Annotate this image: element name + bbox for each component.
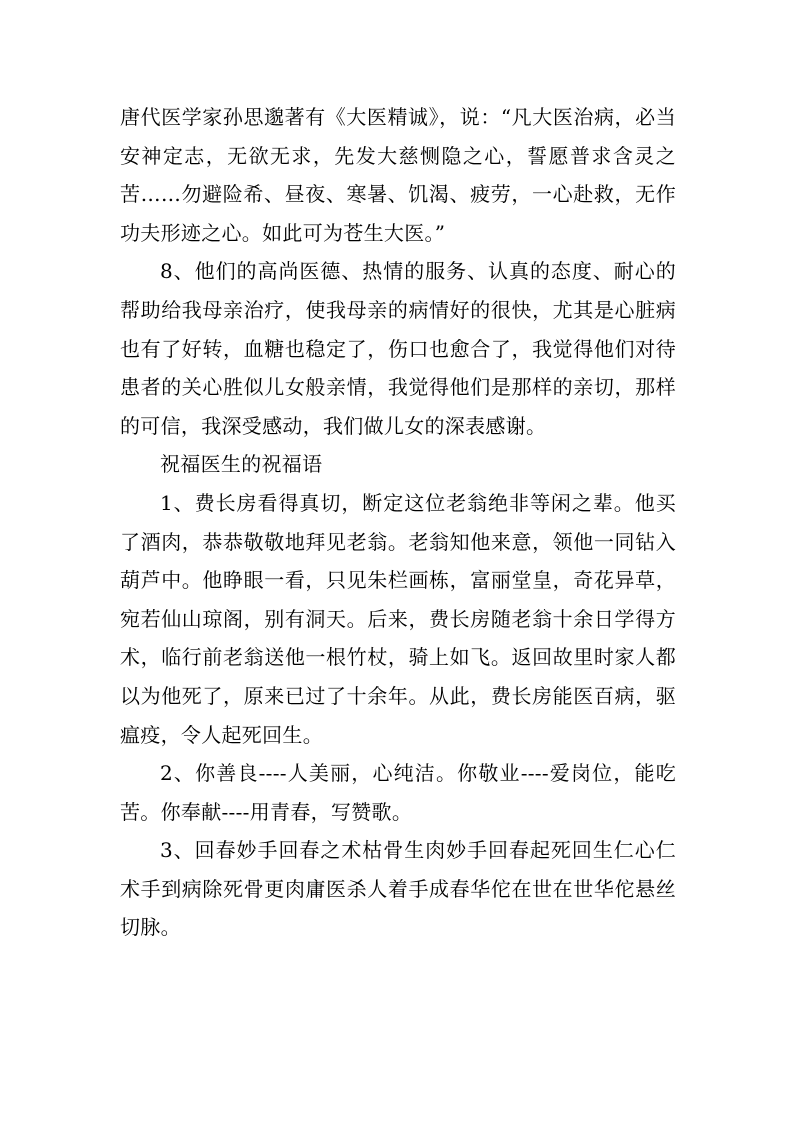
document-body: [120, 98, 676, 947]
paragraph-item-1: 1、费长房看得真切，断定这位老翁绝非等闲之辈。他买了酒肉，恭恭敬敬地拜见老翁。老翁知他来意，领他一同钻入葫芦中。他睁眼一看，只见朱栏画栋，富丽堂皇，奇花异草，宛若仙山琼阁，别有洞天。后来，费长房随老翁十余日学得方术，临行前老翁送他一根竹杖，骑上如飞。返回故里时家人都以为他死了，原来已过了十余年。从此，费长房能医百病，驱瘟疫，令人起死回生。: [120, 490, 676, 747]
paragraph-sun-simiao-quote: 唐代医学家孙思邈著有《大医精诚》，说：“凡大医治病，必当安神定志，无欲无求，先发大慈恻隐之心，誓愿普求含灵之苦……勿避险希、昼夜、寒暑、饥渴、疲劳，一心赴救，无作功夫形迹之心。如此可为苍生大医。”: [120, 105, 676, 245]
section-heading: 祝福医生的祝福语: [160, 452, 323, 477]
paragraph-item-3: 3、回春妙手回春之术枯骨生肉妙手回春起死回生仁心仁术手到病除死骨更肉庸医杀人着手成春华佗在世在世华佗悬丝切脉。: [120, 838, 676, 940]
paragraph-item-8: 8、他们的高尚医德、热情的服务、认真的态度、耐心的帮助给我母亲治疗，使我母亲的病情好的很快，尤其是心脏病也有了好转，血糖也稳定了，伤口也愈合了，我觉得他们对待患者的关心胜似儿女般亲情，我觉得他们是那样的亲切，那样的可信，我深受感动，我们做儿女的深表感谢。: [120, 259, 676, 438]
paragraph-item-2: 2、你善良----人美丽，心纯洁。你敬业----爱岗位，能吃苦。你奉献----用青春，写赞歌。: [120, 761, 676, 824]
